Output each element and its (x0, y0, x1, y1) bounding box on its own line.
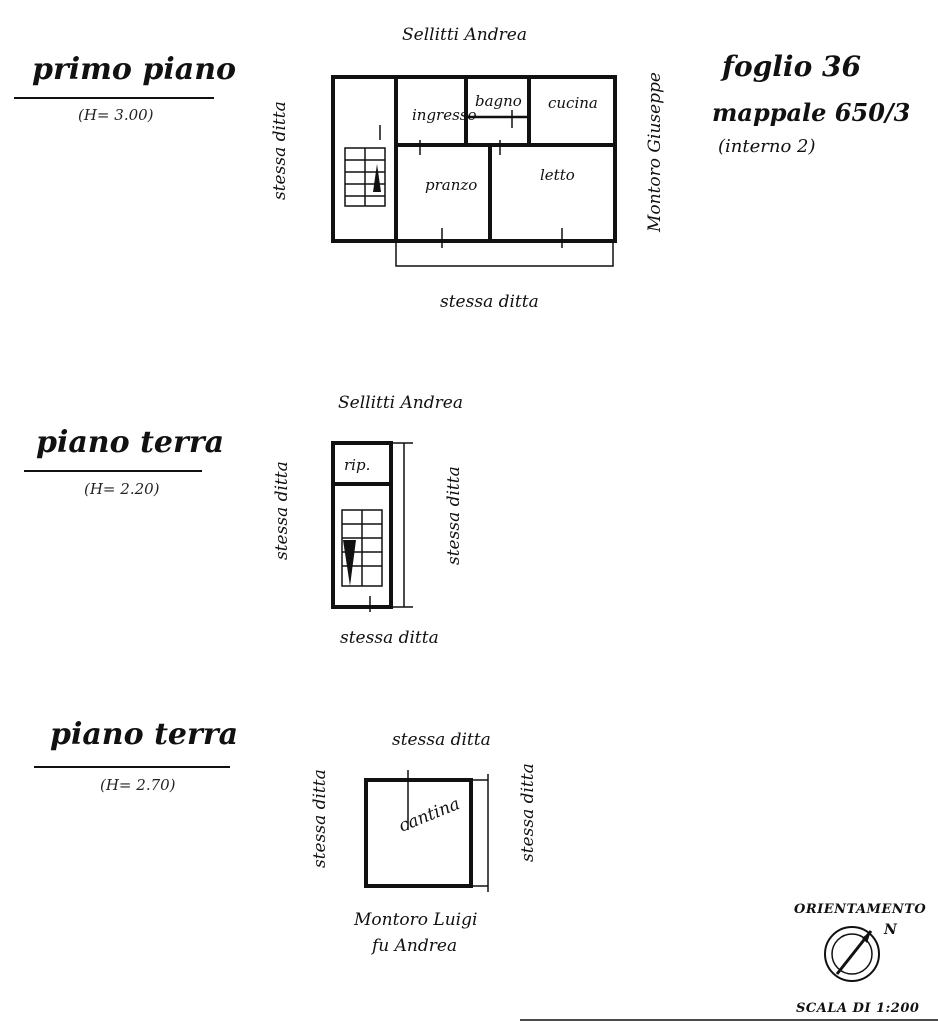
floor-height: (H= 2.70) (100, 776, 176, 794)
room-ripostiglio: rip. (344, 456, 371, 474)
room-cucina: cucina (548, 94, 598, 112)
floor-title-primo-piano: primo piano (32, 52, 237, 87)
room-bagno: bagno (475, 92, 522, 110)
north-label: N (884, 922, 898, 938)
neighbor-left: stessa ditta (270, 101, 290, 200)
title-underline (14, 97, 214, 99)
compass-icon (825, 927, 879, 981)
mappale-number: mappale 650/3 (712, 98, 911, 127)
neighbor-left: stessa ditta (310, 769, 330, 868)
neighbor-bottom: Montoro Luigi (354, 910, 478, 930)
title-underline (24, 470, 202, 472)
neighbor-left: stessa ditta (272, 461, 292, 560)
floor-title-piano-terra: piano terra (50, 717, 239, 752)
neighbor-bottom: stessa ditta (340, 628, 439, 648)
scale-label: SCALA DI 1:200 (796, 1001, 920, 1016)
room-ingresso: ingresso (412, 106, 477, 124)
floor-title-piano-terra: piano terra (36, 425, 225, 460)
room-pranzo: pranzo (425, 176, 478, 194)
neighbor-bottom-line2: fu Andrea (372, 936, 458, 956)
neighbor-right: stessa ditta (444, 466, 464, 565)
neighbor-top: Sellitti Andrea (402, 25, 527, 45)
foglio-number: foglio 36 (722, 50, 861, 83)
neighbor-bottom: stessa ditta (440, 292, 539, 312)
orientation-label: ORIENTAMENTO (794, 902, 927, 917)
room-cantina: cantina (396, 794, 463, 837)
neighbor-top: Sellitti Andrea (338, 393, 463, 413)
floor-height: (H= 3.00) (78, 106, 154, 124)
plan-piano-terra-2 (366, 770, 488, 892)
title-underline (34, 766, 230, 768)
floor-height: (H= 2.20) (84, 480, 160, 498)
interno-number: (interno 2) (718, 136, 816, 157)
neighbor-right: stessa ditta (518, 763, 538, 862)
room-letto: letto (540, 166, 575, 184)
neighbor-right: Montoro Giuseppe (645, 72, 665, 232)
neighbor-top: stessa ditta (392, 730, 491, 750)
